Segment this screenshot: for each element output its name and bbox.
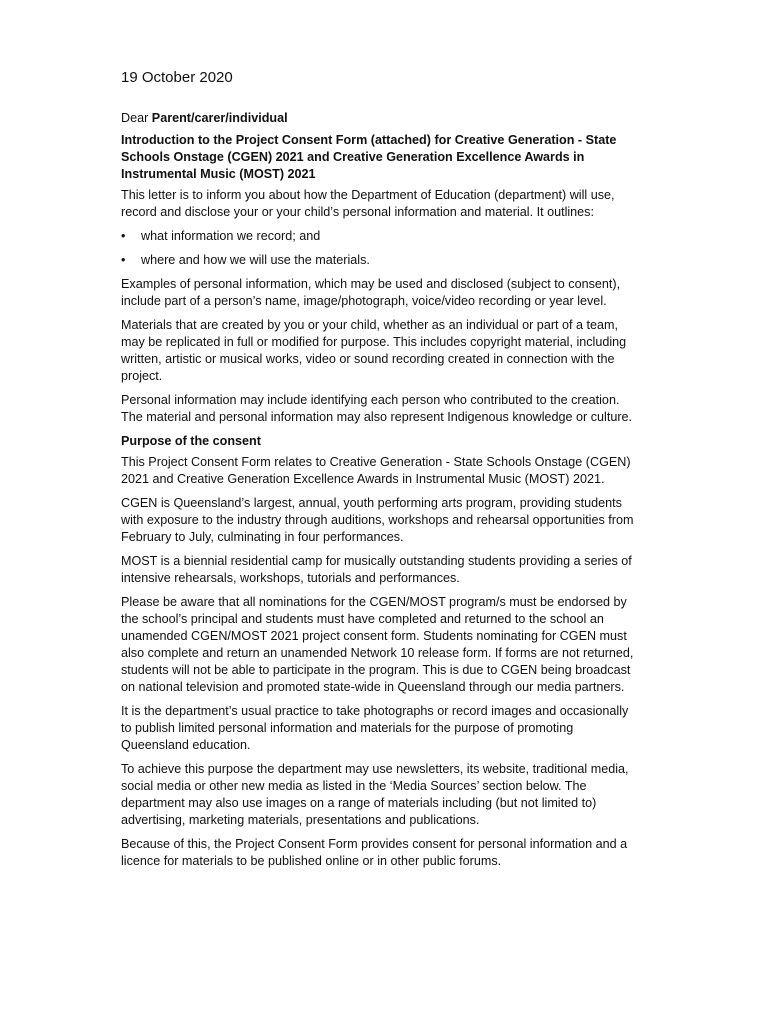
intro-heading: Introduction to the Project Consent Form (attached) for Creative Generation - State Schools Onstage (CGEN) 2021 and Creative Generation Excellence Awards in Instrumental Music (MOST) 2021: [121, 133, 617, 181]
materials-paragraph: Materials that are created by you or your child, whether as an individual or part of a team, may be replicated in full or modified for purpose. This includes copyright material, including written, artistic or musical works, video or sound recording created in connection with the project.: [121, 318, 627, 383]
intro-paragraph: This letter is to inform you about how the Department of Education (department) will use, record and disclose your or your child’s personal information and material. It outlines:: [121, 188, 615, 219]
list-item: [121, 228, 641, 245]
personal-information-examples-paragraph: Examples of personal information, which may be used and disclosed (subject to consent), include part of a person’s name, image/photograph, voice/video recording or year level.: [121, 277, 621, 308]
identifying-information-paragraph: Personal information may include identifying each person who contributed to the creation. The material and personal information may also represent Indigenous knowledge or culture.: [121, 393, 633, 424]
salutation-prefix: Dear: [121, 111, 149, 125]
letter-body: [121, 68, 641, 877]
letter-date: 19 October 2020: [121, 69, 233, 86]
list-item-text: where and how we will use the materials.: [141, 253, 370, 267]
media-usage-paragraph: To achieve this purpose the department may use newsletters, its website, traditional media, social media or other new media as listed in the ‘Media Sources’ section below. The department may also use images on a range of materials including (but not limited to) advertising, marketing materials, presentations and publications.: [121, 762, 629, 827]
most-description-paragraph: MOST is a biennial residential camp for musically outstanding students providing a series of intensive rehearsals, workshops, tutorials and performances.: [121, 554, 632, 585]
salutation: [121, 110, 641, 127]
nominations-paragraph: Please be aware that all nominations for the CGEN/MOST program/s must be endorsed by the school’s principal and students must have completed and returned to the school an unamended CGEN/MOST 2021 project consent form. Students nominating for CGEN must also complete and return an unamended Network 10 release form. If forms are not returned, students will not be able to participate in the program. This is due to CGEN being broadcast on national television and promoted state-wide in Queensland through our media partners.: [121, 595, 634, 694]
outline-list: [121, 228, 641, 269]
purpose-heading: Purpose of the consent: [121, 434, 261, 448]
consent-form-relates-paragraph: This Project Consent Form relates to Creative Generation - State Schools Onstage (CGEN) 2021 and Creative Generation Excellence Awards in Instrumental Music (MOST) 2021.: [121, 455, 631, 486]
list-item: [121, 252, 641, 269]
list-item-text: what information we record; and: [141, 229, 321, 243]
cgen-description-paragraph: CGEN is Queensland’s largest, annual, youth performing arts program, providing students with exposure to the industry through auditions, workshops and rehearsal opportunities from February to July, culminating in four performances.: [121, 496, 634, 544]
bullet-icon: •: [121, 229, 126, 243]
department-practice-paragraph: It is the department’s usual practice to take photographs or record images and occasionally to publish limited personal information and materials for the purpose of promoting Queensland education.: [121, 704, 629, 752]
consent-licence-paragraph: Because of this, the Project Consent Form provides consent for personal information and a licence for materials to be published online or in other public forums.: [121, 837, 628, 868]
salutation-name: Parent/carer/individual: [151, 111, 288, 125]
bullet-icon: •: [121, 253, 126, 267]
